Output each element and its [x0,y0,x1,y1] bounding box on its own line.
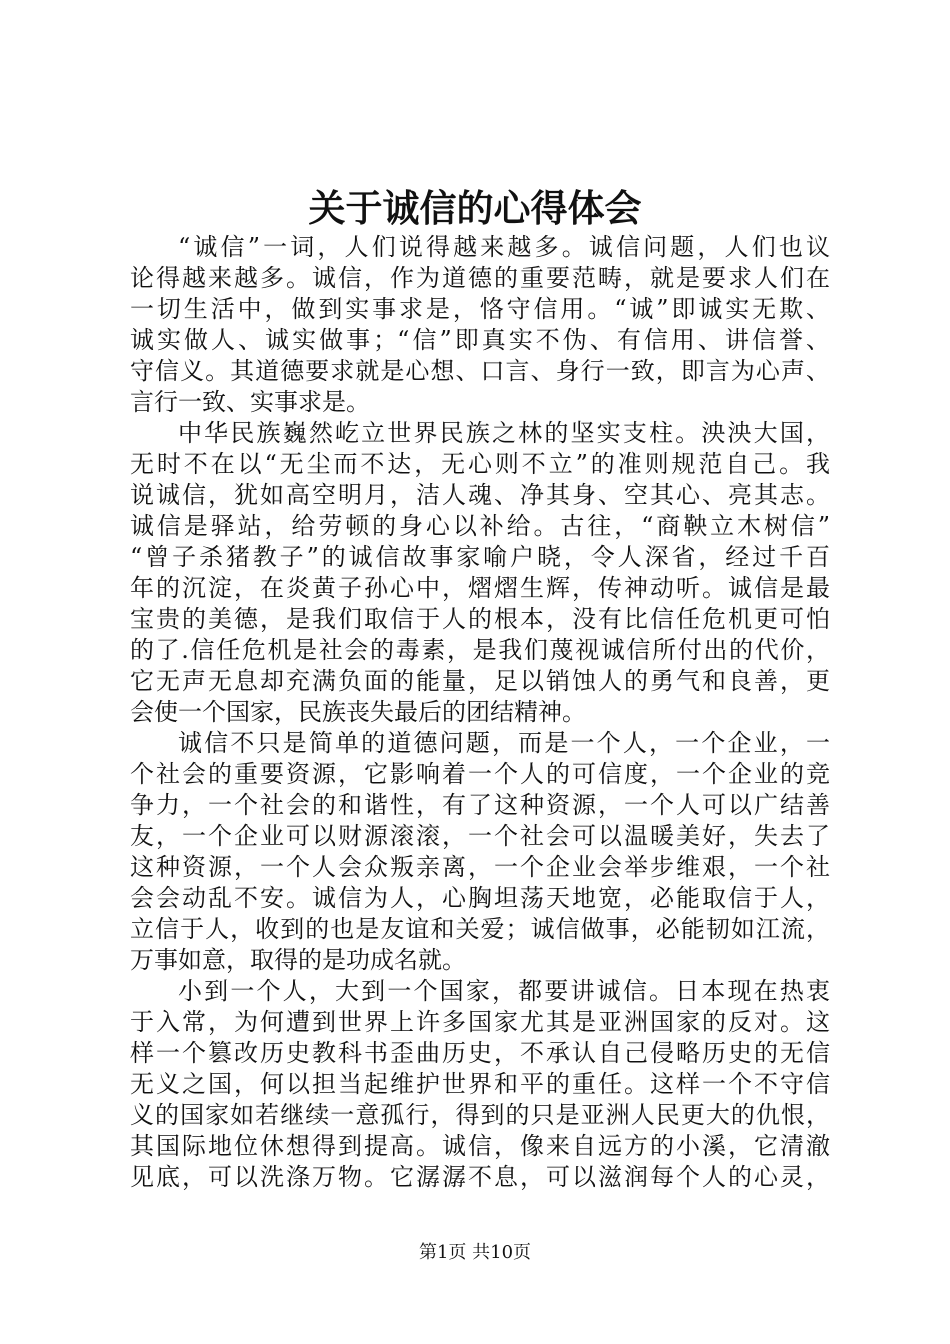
text-line: 于入常，为何遭到世界上许多国家尤其是亚洲国家的反对。这 [130,1008,830,1036]
text-line: “曾子杀猪教子”的诚信故事家喻户晓，令人深省，经过千百 [130,543,830,571]
text-line: 万事如意，取得的是功成名就。 [130,946,466,974]
text-line: 友，一个企业可以财源滚滚，一个社会可以温暖美好，失去了 [130,822,830,850]
text-line: 无时不在以“无尘而不达，无心则不立”的准则规范自己。我 [130,450,830,478]
text-line: 见底，可以洗涤万物。它潺潺不息，可以滋润每个人的心灵， [130,1163,830,1191]
document-body [130,232,830,1193]
text-line: 诚信不只是简单的道德问题，而是一个人，一个企业，一 [178,729,830,757]
text-line: 无义之国，何以担当起维护世界和平的重任。这样一个不守信 [130,1070,830,1098]
text-line: 守信义。其道德要求就是心想、口言、身行一致，即言为心声、 [130,357,830,385]
text-line: 立信于人，收到的也是友谊和关爱；诚信做事，必能韧如江流， [130,915,830,943]
paragraph-3 [130,728,830,976]
text-line: 言行一致、实事求是。 [130,388,370,416]
text-line: 争力，一个社会的和谐性，有了这种资源，一个人可以广结善 [130,791,830,819]
text-line: 会会动乱不安。诚信为人，心胸坦荡天地宽，必能取信于人， [130,884,830,912]
text-line: 论得越来越多。诚信，作为道德的重要范畴，就是要求人们在 [130,264,830,292]
text-line: 它无声无息却充满负面的能量，足以销蚀人的勇气和良善，更 [130,667,830,695]
text-line: 年的沉淀，在炎黄子孙心中，熠熠生辉，传神动听。诚信是最 [130,574,830,602]
paragraph-4 [130,976,830,1193]
text-line: 宝贵的美德，是我们取信于人的根本，没有比信任危机更可怕 [130,605,830,633]
text-line: “诚信”一词，人们说得越来越多。诚信问题，人们也议 [178,233,830,261]
text-line: 个社会的重要资源，它影响着一个人的可信度，一个企业的竞 [130,760,830,788]
page-footer: 第1页 共10页 [418,1242,532,1263]
text-line: 义的国家如若继续一意孤行，得到的只是亚洲人民更大的仇恨， [130,1101,830,1129]
text-line: 样一个篡改历史教科书歪曲历史，不承认自己侵略历史的无信 [130,1039,830,1067]
paragraph-1 [130,232,830,418]
text-line: 诚信是驿站，给劳顿的身心以补给。古往，“商鞅立木树信” [130,512,830,540]
text-line: 说诚信，犹如高空明月，洁人魂、净其身、空其心、亮其志。 [130,481,830,509]
paragraph-2 [130,418,830,728]
text-line: 会使一个国家，民族丧失最后的团结精神。 [130,698,586,726]
text-line: 小到一个人，大到一个国家，都要讲诚信。日本现在热衷 [178,977,830,1005]
text-line: 中华民族巍然屹立世界民族之林的坚实支柱。泱泱大国， [178,419,830,447]
text-line: 的了.信任危机是社会的毒素，是我们蔑视诚信所付出的代价， [130,636,830,664]
page-title: 关于诚信的心得体会 [308,186,642,230]
text-line: 诚实做人、诚实做事；“信”即真实不伪、有信用、讲信誉、 [130,326,830,354]
text-line: 这种资源，一个人会众叛亲离，一个企业会举步维艰，一个社 [130,853,830,881]
text-line: 一切生活中，做到实事求是，恪守信用。“诚”即诚实无欺、 [130,295,830,323]
text-line: 其国际地位休想得到提高。诚信，像来自远方的小溪，它清澈 [130,1132,830,1160]
